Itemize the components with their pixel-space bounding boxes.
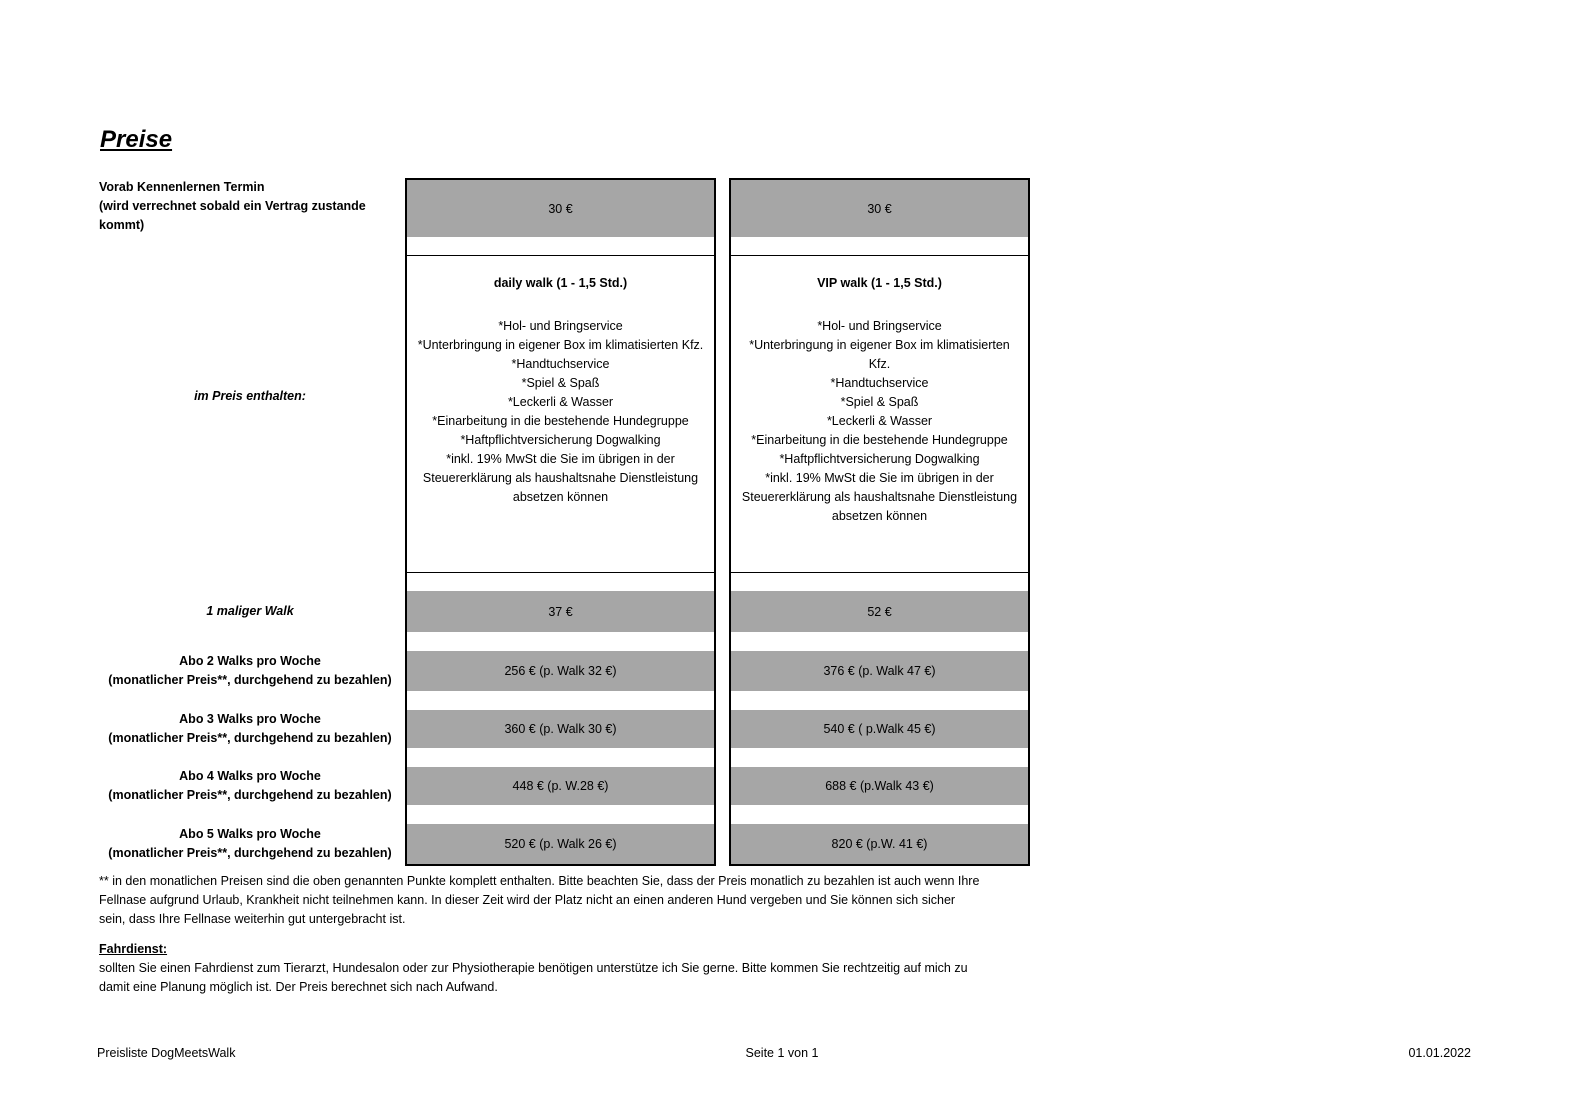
abo3-label-line: (monatlicher Preis**, durchgehend zu bezahlen) xyxy=(108,731,392,745)
intro-label-line: kommt) xyxy=(99,218,145,232)
feature-item: *inkl. 19% MwSt die Sie im übrigen in der xyxy=(446,452,675,466)
abo4-label xyxy=(100,767,400,805)
abo5-label xyxy=(100,825,400,863)
feature-item: *Haftpflichtversicherung Dogwalking xyxy=(779,452,980,466)
single-walk-price: 52 € xyxy=(731,591,1028,632)
feature-item: *Einarbeitung in die bestehende Hundegruppe xyxy=(751,433,1008,447)
feature-item: *Unterbringung in eigener Box im klimatisierten Kfz. xyxy=(417,338,704,352)
fahrdienst-line: sollten Sie einen Fahrdienst zum Tierarzt, Hundesalon oder zur Physiotherapie benötigen unterstütze ich Sie gerne. Bitte kommen Sie rechtzeitig auf mich zu xyxy=(99,961,968,975)
fahrdienst-heading: Fahrdienst: xyxy=(99,942,168,956)
plan-title: VIP walk (1 - 1,5 Std.) xyxy=(817,276,942,290)
abo3-label-line: Abo 3 Walks pro Woche xyxy=(179,712,321,726)
divider xyxy=(731,572,1028,573)
feature-item: *Handtuchservice xyxy=(511,357,610,371)
single-walk-price: 37 € xyxy=(407,591,714,632)
intro-label xyxy=(99,178,366,235)
abo4-label-line: (monatlicher Preis**, durchgehend zu bezahlen) xyxy=(108,788,392,802)
intro-price-cell: 30 € xyxy=(407,180,714,237)
abo5-price: 820 € (p.W. 41 €) xyxy=(731,824,1028,864)
abo4-label-line: Abo 4 Walks pro Woche xyxy=(179,769,321,783)
abo2-label-line: (monatlicher Preis**, durchgehend zu bezahlen) xyxy=(108,673,392,687)
abo4-price: 448 € (p. W.28 €) xyxy=(407,767,714,805)
feature-item: *Leckerli & Wasser xyxy=(507,395,614,409)
abo2-price: 376 € (p. Walk 47 €) xyxy=(731,651,1028,691)
feature-item: absetzen können xyxy=(831,509,928,523)
abo2-label-line: Abo 2 Walks pro Woche xyxy=(179,654,321,668)
footer-page-number: Seite 1 von 1 xyxy=(745,1046,819,1060)
footer-date: 01.01.2022 xyxy=(1408,1046,1471,1060)
footer-left: Preisliste DogMeetsWalk xyxy=(97,1046,236,1060)
intro-label-line: (wird verrechnet sobald ein Vertrag zustande xyxy=(99,199,366,213)
intro-label-line: Vorab Kennenlernen Termin xyxy=(99,180,265,194)
intro-price-cell: 30 € xyxy=(731,180,1028,237)
abo3-label xyxy=(100,710,400,748)
divider xyxy=(407,255,714,256)
abo3-price: 540 € ( p.Walk 45 €) xyxy=(731,710,1028,748)
abo5-label-line: (monatlicher Preis**, durchgehend zu bezahlen) xyxy=(108,846,392,860)
feature-list xyxy=(407,317,714,507)
feature-item: Steuererklärung als haushaltsnahe Dienstleistung xyxy=(741,490,1018,504)
feature-list xyxy=(731,317,1028,526)
fahrdienst-section xyxy=(99,940,968,997)
footnote-line: Fellnase aufgrund Urlaub, Krankheit nicht teilnehmen kann. In dieser Zeit wird der Platz nicht an einen anderen Hund vergeben und Sie können sich sicher xyxy=(99,893,956,907)
feature-item: *Spiel & Spaß xyxy=(521,376,600,390)
page-title: Preise xyxy=(100,126,173,153)
feature-item: *Spiel & Spaß xyxy=(840,395,919,409)
feature-item: Kfz. xyxy=(868,357,891,371)
fahrdienst-line: damit eine Planung möglich ist. Der Preis berechnet sich nach Aufwand. xyxy=(99,980,498,994)
feature-item: *Handtuchservice xyxy=(830,376,929,390)
feature-item: Steuererklärung als haushaltsnahe Dienstleistung xyxy=(422,471,699,485)
feature-item: *Einarbeitung in die bestehende Hundegruppe xyxy=(432,414,689,428)
divider xyxy=(731,255,1028,256)
single-walk-label: 1 maliger Walk xyxy=(206,604,294,618)
abo5-price: 520 € (p. Walk 26 €) xyxy=(407,824,714,864)
included-label: im Preis enthalten: xyxy=(194,389,306,403)
feature-item: *Haftpflichtversicherung Dogwalking xyxy=(460,433,661,447)
feature-item: *Hol- und Bringservice xyxy=(817,319,942,333)
footnote-line: ** in den monatlichen Preisen sind die oben genannten Punkte komplett enthalten. Bitte beachten Sie, dass der Preis monatlich zu bezahlen ist auch wenn Ihre xyxy=(99,874,980,888)
feature-item: absetzen können xyxy=(512,490,609,504)
feature-item: *Leckerli & Wasser xyxy=(826,414,933,428)
footnote xyxy=(99,872,979,929)
daily-walk-column xyxy=(405,178,716,866)
abo5-label-line: Abo 5 Walks pro Woche xyxy=(179,827,321,841)
feature-item: *Hol- und Bringservice xyxy=(498,319,623,333)
abo2-label xyxy=(100,652,400,690)
footnote-line: sein, dass Ihre Fellnase weiterhin gut untergebracht ist. xyxy=(99,912,406,926)
divider xyxy=(407,572,714,573)
plan-title: daily walk (1 - 1,5 Std.) xyxy=(493,276,628,290)
abo2-price: 256 € (p. Walk 32 €) xyxy=(407,651,714,691)
feature-item: *inkl. 19% MwSt die Sie im übrigen in der xyxy=(765,471,994,485)
abo4-price: 688 € (p.Walk 43 €) xyxy=(731,767,1028,805)
feature-item: *Unterbringung in eigener Box im klimatisierten xyxy=(749,338,1010,352)
abo3-price: 360 € (p. Walk 30 €) xyxy=(407,710,714,748)
vip-walk-column xyxy=(729,178,1030,866)
